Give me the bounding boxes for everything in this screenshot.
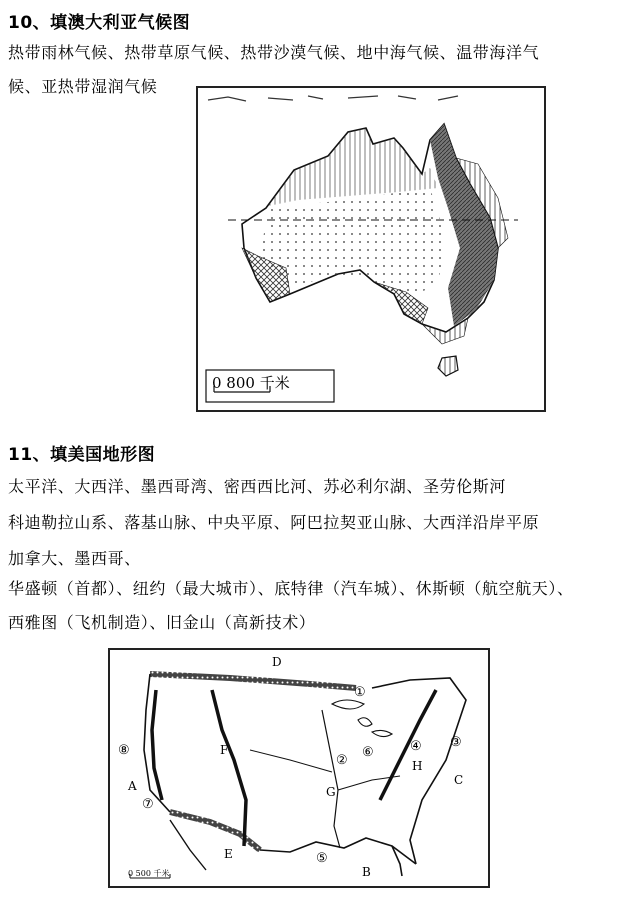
marker-8: ⑧ — [118, 743, 130, 758]
label-e: E — [224, 847, 233, 861]
label-f: F — [220, 743, 229, 757]
scale-label: 0 500 千米 — [128, 869, 170, 878]
label-c: C — [454, 773, 464, 787]
coast-range — [152, 690, 162, 800]
marker-4: ④ — [410, 739, 422, 754]
section-11-text-line: 太平洋、大西洋、墨西哥湾、密西西比河、苏必利尔湖、圣劳伦斯河 — [8, 477, 507, 496]
marker-1: ① — [354, 685, 366, 700]
scale-label: 0 800 千米 — [212, 374, 290, 392]
australia-climate-map — [196, 86, 546, 412]
marker-2: ② — [336, 753, 348, 768]
appalachian-mountains — [380, 690, 436, 800]
marker-6: ⑥ — [362, 745, 374, 760]
section-11-text-line: 加拿大、墨西哥、 — [8, 549, 141, 568]
tasmania — [438, 356, 458, 376]
section-10-text-line: 候、亚热带湿润气候 — [8, 77, 158, 96]
marker-5: ⑤ — [316, 851, 328, 866]
island-outlines — [208, 96, 458, 101]
marker-7: ⑦ — [142, 797, 154, 812]
section-11-text-line: 西雅图（飞机制造）、旧金山（高新技术） — [8, 613, 316, 632]
canada-border — [150, 674, 356, 688]
section-10-title: 10、填澳大利亚气候图 — [8, 13, 191, 33]
section-10-text-line: 热带雨林气候、热带草原气候、热带沙漠气候、地中海气候、温带海洋气 — [8, 43, 540, 62]
label-h: H — [412, 759, 423, 773]
section-11-text-line: 科迪勒拉山系、落基山脉、中央平原、阿巴拉契亚山脉、大西洋沿岸平原 — [8, 513, 540, 532]
section-11-title: 11、填美国地形图 — [8, 445, 156, 465]
mississippi-river — [322, 710, 340, 848]
label-d: D — [272, 655, 282, 669]
great-lakes — [332, 700, 392, 737]
section-11-text-line: 华盛顿（首都）、纽约（最大城市）、底特律（汽车城）、休斯顿（航空航天）、 — [8, 579, 574, 598]
label-a: A — [128, 779, 137, 793]
label-b: B — [362, 865, 371, 879]
usa-landform-map — [108, 648, 490, 888]
label-g: G — [326, 785, 336, 799]
marker-3: ③ — [450, 735, 462, 750]
